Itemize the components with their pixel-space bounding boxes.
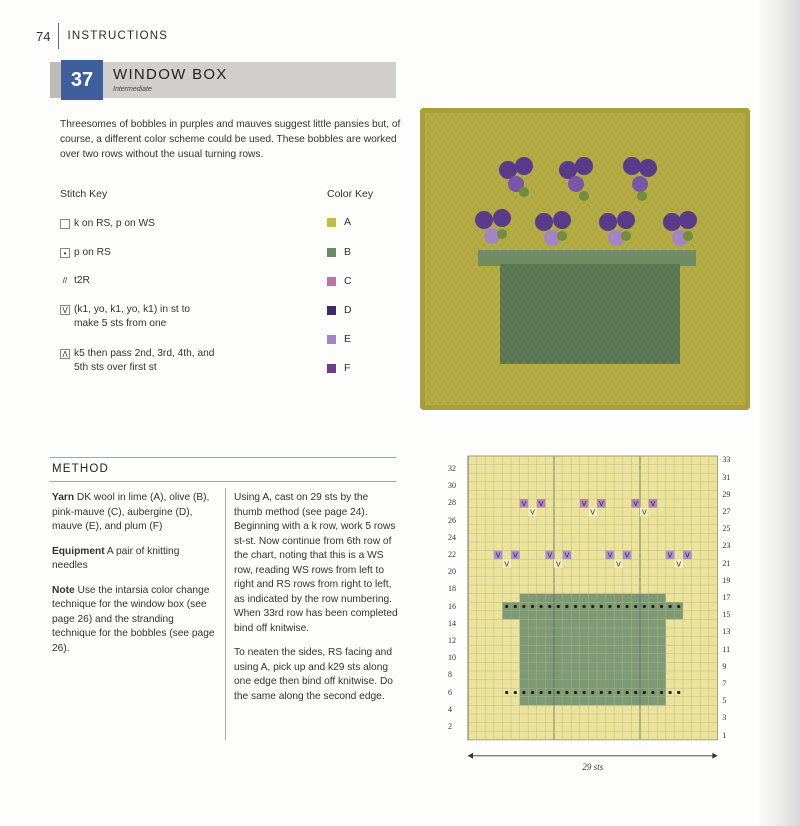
chart-purl-dot [531,691,534,694]
chart-bobble-symbol: V [581,501,587,509]
page-number: 74 [36,28,51,44]
chart-purl-dot [505,691,508,694]
chart-row-label: 16 [448,601,456,611]
chart-row-label: 5 [722,696,727,706]
pattern-title: WINDOW BOX [113,66,228,83]
difficulty-level: Intermediate [113,86,152,93]
chart-box-base [520,697,666,706]
chart-purl-dot [514,691,517,694]
color-swatch [327,248,336,257]
chart-row-label: 28 [448,498,456,508]
note-paragraph: Note Use the intarsia color change technique for the window box (see page 26) and the stranding technique for the bobbles (see page 26). [52,584,215,654]
chart-row-label: 23 [722,541,731,551]
chart-bobble-symbol: V [667,552,673,560]
chart-purl-dot [548,605,551,608]
knit-symbol-icon [60,219,70,229]
chart-row-label: 22 [448,549,456,559]
chart-bobble-symbol: V [555,561,561,569]
chart-purl-dot [669,605,672,608]
chart-bobble-symbol: V [616,561,621,569]
chart-purl-dot [660,605,663,608]
column-divider [225,488,226,740]
stitch-key-item: Λ k5 then pass 2nd, 3rd, 4th, and 5th sts over first st [60,347,214,375]
chart-purl-dot [514,605,517,608]
chart-row-label: 4 [448,704,452,714]
chart-row-label: 24 [448,532,456,542]
chart-purl-dot [643,605,646,608]
chart-row-label: 15 [722,610,731,620]
chart-row-label: 20 [448,567,456,577]
chart-purl-dot [677,691,680,694]
equipment-paragraph: Equipment A pair of knitting needles [52,545,180,571]
color-swatch [327,277,336,286]
instructions-column [234,491,399,714]
chart-row-label: 21 [722,558,731,568]
chart-purl-dot [574,605,577,608]
running-header [36,25,168,47]
chart-row-label: 33 [722,455,731,465]
chart-row-label: 10 [448,653,456,663]
chart-row-label: 7 [722,678,727,688]
chart-row-label: 11 [722,644,731,654]
chart-arrow-head [468,753,473,759]
knitting-chart [440,450,740,780]
chart-purl-dot [643,691,646,694]
color-swatch [327,306,336,315]
chart-bobble-symbol: V [547,552,553,560]
finishing-paragraph: To neaten the sides, RS facing and using A, pick up and k29 sts along one edge then bind off knitwise. Do the same along the second edge. [234,647,393,702]
color-key-item: D [327,304,352,316]
chart-row-label: 30 [448,481,456,491]
chart-purl-dot [634,605,637,608]
header-divider [58,23,59,49]
stitch-key-item: k on RS, p on WS [60,217,155,231]
chart-bobble-symbol: V [684,552,690,560]
chart-purl-dot [540,691,543,694]
chart-purl-dot [583,691,586,694]
chart-bobble-symbol: V [538,501,544,509]
chart-bobble-symbol: V [676,561,682,569]
chart-purl-dot [617,691,620,694]
chart-row-label: 26 [448,515,456,525]
color-key-item: B [327,246,351,258]
chart-purl-dot [669,691,672,694]
chart-row-label: 31 [722,472,731,482]
chart-purl-dot [583,605,586,608]
method-rule-top [50,457,396,458]
chart-width-label: 29 sts [582,761,604,772]
chart-bobble-symbol: V [590,509,596,517]
chart-row-label: 8 [448,670,452,680]
chart-bobble-symbol: V [598,501,604,509]
stitch-key-item: V (k1, yo, k1, yo, k1) in st to make 5 sts from one [60,303,190,331]
chart-purl-dot [626,605,629,608]
knitted-swatch-image [420,108,750,410]
chart-row-label: 12 [448,635,456,645]
page-gutter [758,0,800,826]
section-title: INSTRUCTIONS [67,30,169,42]
chart-purl-dot [651,605,654,608]
intro-text: Threesomes of bobbles in purples and mauves suggest little pansies but, of course, a different color scheme could be used. These bobbles are worked over two rows without the usual turning rows. [60,119,401,160]
method-rule-bottom [50,481,396,482]
chart-purl-dot [522,691,525,694]
method-heading: METHOD [52,463,110,475]
color-key-item: F [327,362,350,374]
chart-row-label: 19 [722,575,731,585]
chart-box-rim [520,594,666,603]
chart-box-body [520,619,666,696]
chart-purl-dot [505,605,508,608]
color-swatch [327,335,336,344]
color-swatch [327,218,336,227]
chart-purl-dot [548,691,551,694]
chart-bobble-symbol: V [512,552,518,560]
chart-purl-dot [591,691,594,694]
chart-bobble-symbol: V [504,561,510,569]
chart-row-label: 29 [722,489,731,499]
chart-bobble-symbol: V [650,501,656,509]
chart-purl-dot [626,691,629,694]
chart-row-label: 2 [448,721,452,731]
chart-bobble-symbol: V [624,552,630,560]
chart-row-label: 3 [722,713,727,723]
chart-bobble-symbol: V [564,552,570,560]
chart-bobble-symbol: V [633,501,639,509]
chart-bobble-symbol: V [530,509,535,517]
materials-column [52,491,217,666]
chart-purl-dot [565,691,568,694]
pattern-number: 37 [61,60,103,100]
chart-row-label: 32 [448,463,456,473]
chart-purl-dot [600,691,603,694]
chart-row-label: 27 [722,506,731,516]
chart-grid [440,450,740,780]
twist-symbol-icon: // [62,276,68,285]
swatch-illustration [420,108,750,410]
stitch-key-heading: Stitch Key [60,188,108,200]
chart-row-label: 14 [448,618,456,628]
chart-row-label: 17 [722,592,731,602]
color-key-heading: Color Key [327,188,374,200]
increase-symbol-icon: V [60,305,70,315]
instructions-paragraph: Using A, cast on 29 sts by the thumb method (see page 24). Beginning with a k row, work 5 rows st-st. Now continue from 6th row of the chart, noting that this is a WS row, reading WS rows from left to right and RS rows from right to left, as indicated by the row numbering. When 33rd row has been completed bind off knitwise. [234,492,398,634]
color-swatch [327,364,336,373]
color-key-item: E [327,333,351,345]
chart-purl-dot [522,605,525,608]
chart-row-label: 6 [448,687,452,697]
chart-bobble-symbol: V [495,552,501,560]
color-key-item: C [327,275,352,287]
chart-purl-dot [634,691,637,694]
chart-purl-dot [531,605,534,608]
chart-purl-dot [651,691,654,694]
chart-row-label: 18 [448,584,456,594]
yarn-paragraph: Yarn DK wool in lime (A), olive (B), pink-mauve (C), aubergine (D), mauve (E), and plum (F) [52,492,210,532]
chart-purl-dot [557,605,560,608]
chart-purl-dot [677,605,680,608]
stitch-key-item: • p on RS [60,246,111,260]
chart-row-label: 25 [722,524,731,534]
chart-purl-dot [608,691,611,694]
chart-arrow-head [712,753,717,759]
chart-purl-dot [574,691,577,694]
color-key-item: A [327,216,351,228]
stitch-key-item: // t2R [60,274,90,288]
chart-purl-dot [600,605,603,608]
chart-purl-dot [557,691,560,694]
chart-row-label: 9 [722,661,727,671]
chart-row-label: 13 [722,627,731,637]
chart-row-label: 1 [722,730,727,740]
chart-purl-dot [540,605,543,608]
chart-purl-dot [591,605,594,608]
decrease-symbol-icon: Λ [60,349,70,359]
chart-purl-dot [617,605,620,608]
chart-bobble-symbol: V [641,509,647,517]
purl-symbol-icon: • [60,248,70,258]
chart-bobble-symbol: V [607,552,613,560]
chart-purl-dot [608,605,611,608]
chart-bobble-symbol: V [521,501,527,509]
chart-purl-dot [660,691,663,694]
chart-purl-dot [565,605,568,608]
